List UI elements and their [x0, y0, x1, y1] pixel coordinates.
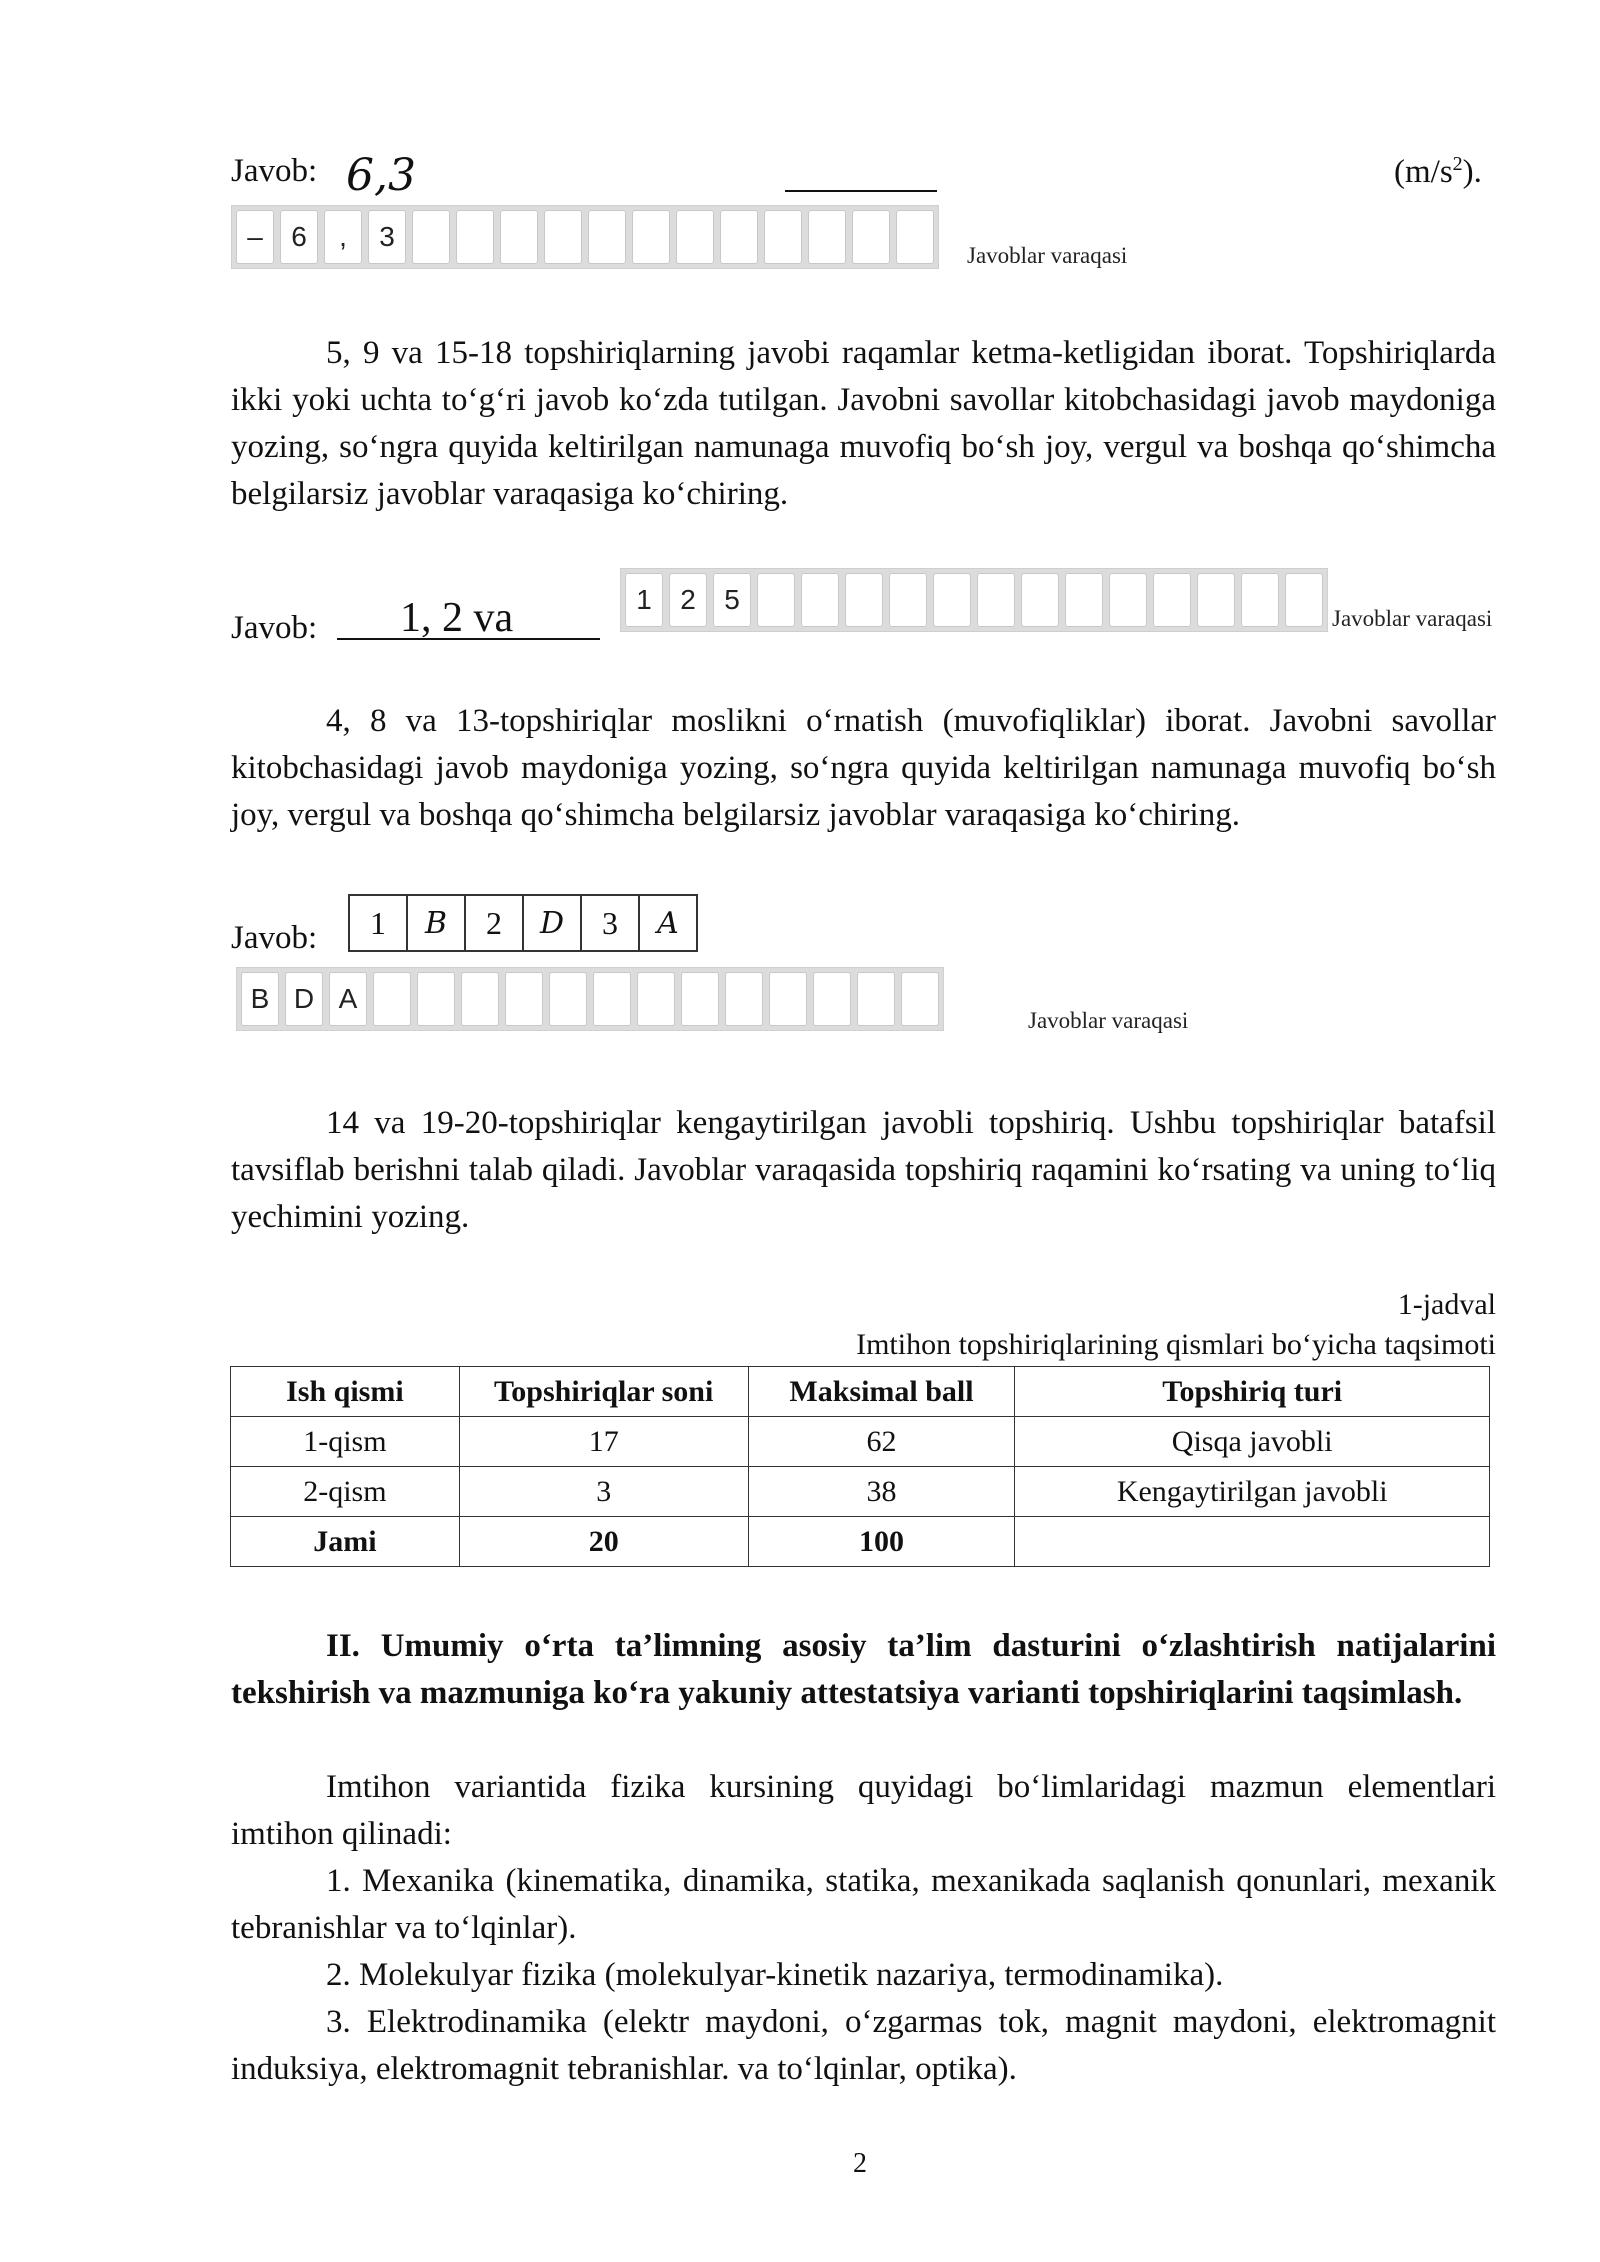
answer-cell	[1197, 573, 1235, 627]
answer-cell	[417, 972, 455, 1026]
answer-cell	[637, 972, 675, 1026]
answer-cell: A	[329, 972, 367, 1026]
table-cell: 38	[748, 1467, 1015, 1517]
section2-intro: Imtihon variantida fizika kursining quyidagi bo‘limlaridagi mazmun elementlari imtihon qilinadi:	[231, 1769, 1496, 1852]
instruction-paragraph-3: 14 va 19-20-topshiriqlar kengaytirilgan javobli topshiriq. Ushbu topshiriqlar batafsil tavsiflab berishni talab qiladi. Javoblar varaqasida topshiriq raqamini ko‘rsating va uning to‘liq yechimini yozing.	[231, 1105, 1496, 1235]
matching-letter-cell: A	[657, 905, 679, 941]
answer-cell	[720, 210, 758, 264]
table-cell: Jami	[231, 1517, 460, 1567]
answer1-sheet-caption: Javoblar varaqasi	[967, 243, 1128, 268]
answer-cell	[845, 573, 883, 627]
answer1-handwritten: 6,3	[346, 150, 416, 201]
answer-cell	[757, 573, 795, 627]
table-title: Imtihon topshiriqlarining qismlari bo‘yicha taqsimoti	[856, 1328, 1496, 1361]
answer2-sheet-caption: Javoblar varaqasi	[1332, 606, 1493, 631]
table-cell: Kengaytirilgan javobli	[1015, 1467, 1490, 1517]
matching-number-cell: 2	[466, 896, 524, 950]
answer-cell	[933, 573, 971, 627]
table-total-row	[231, 1517, 1490, 1567]
section2-item-1: 1. Mexanika (kinematika, dinamika, statika, mexanikada saqlanish qonunlari, mexanik tebranishlar va to‘lqinlar).	[231, 1863, 1496, 1946]
table-cell	[1015, 1517, 1490, 1567]
table-header-cell: Ish qismi	[231, 1367, 460, 1417]
answer2-sheet-cells	[620, 568, 1328, 632]
answer-cell	[1153, 573, 1191, 627]
answer3-matching-box	[348, 894, 698, 952]
answer-cell	[813, 972, 851, 1026]
answer-cell	[1241, 573, 1279, 627]
answer-cell	[977, 573, 1015, 627]
answer-cell: 2	[669, 573, 707, 627]
table-cell: 3	[459, 1467, 748, 1517]
answer-cell	[889, 573, 927, 627]
answer-cell	[549, 972, 587, 1026]
answer3-sheet-cells	[236, 967, 944, 1031]
answer3-sheet-caption: Javoblar varaqasi	[1028, 1008, 1189, 1033]
answer1-underline	[785, 190, 937, 192]
page-number: 2	[853, 2148, 867, 2179]
answer-cell	[1021, 573, 1059, 627]
answer-cell	[681, 972, 719, 1026]
section2-heading: II. Umumiy o‘rta ta’limning asosiy ta’lim dasturini o‘zlashtirish natijalarini tekshirish va mazmuniga ko‘ra yakuniy attestatsiya varianti topshiriqlarini taqsimlash.	[231, 1628, 1496, 1711]
answer1-label: Javob:	[231, 153, 318, 189]
matching-letter-cell: D	[524, 896, 582, 950]
answer-cell	[593, 972, 631, 1026]
answer-cell	[1065, 573, 1103, 627]
matching-number-cell: 3	[582, 896, 640, 950]
instruction-paragraph-1: 5, 9 va 15-18 topshiriqlarning javobi raqamlar ketma-ketligidan iborat. Topshiriqlarda ikki yoki uchta to‘g‘ri javob ko‘zda tutilgan. Javobni savollar kitobchasidagi javob maydoniga yozing, so‘ngra quyida keltirilgan namunaga muvofiq bo‘sh joy, vergul va boshqa qo‘shimcha belgilarsiz javoblar varaqasiga ko‘chiring.	[231, 335, 1496, 512]
answer-cell	[544, 210, 582, 264]
table-header-cell: Maksimal ball	[748, 1367, 1015, 1417]
table-cell: 20	[459, 1517, 748, 1567]
answer-cell	[808, 210, 846, 264]
answer-cell: D	[285, 972, 323, 1026]
answer-cell	[725, 972, 763, 1026]
table-header-row	[231, 1367, 1490, 1417]
answer2-handwritten: 1, 2 va	[400, 595, 514, 641]
answer-cell	[588, 210, 626, 264]
table-header-cell: Topshiriq turi	[1015, 1367, 1490, 1417]
matching-letter-cell: B	[408, 896, 466, 950]
answer-cell	[896, 210, 934, 264]
table-cell: 62	[748, 1417, 1015, 1467]
answer-cell: 6	[280, 210, 318, 264]
answer-cell	[676, 210, 714, 264]
answer-cell	[1109, 573, 1147, 627]
answer-cell: 5	[713, 573, 751, 627]
answer1-unit: $(m/s^2)$.	[1394, 153, 1482, 190]
answer-cell	[461, 972, 499, 1026]
answer3-label: Javob:	[231, 920, 318, 956]
answer-cell	[801, 573, 839, 627]
answer-cell: B	[241, 972, 279, 1026]
answer-cell	[764, 210, 802, 264]
answer-cell	[632, 210, 670, 264]
answer-cell	[769, 972, 807, 1026]
matching-number-cell: 1	[350, 896, 408, 950]
answer-cell	[505, 972, 543, 1026]
table-row	[231, 1467, 1490, 1517]
answer-cell	[456, 210, 494, 264]
table-header-cell: Topshiriqlar soni	[459, 1367, 748, 1417]
table-cell: 1-qism	[231, 1417, 460, 1467]
answer-cell	[412, 210, 450, 264]
table-number: 1-jadval	[1397, 1288, 1496, 1321]
answer-cell: 1	[625, 573, 663, 627]
answer2-label: Javob:	[231, 610, 318, 646]
section2-item-3: 3. Elektrodinamika (elektr maydoni, o‘zgarmas tok, magnit maydoni, elektromagnit induksiya, elektromagnit tebranishlar. va to‘lqinlar, optika).	[231, 2004, 1496, 2087]
answer-cell	[1285, 573, 1323, 627]
table-row	[231, 1417, 1490, 1467]
answer1-sheet-cells	[231, 205, 939, 269]
answer-cell	[852, 210, 890, 264]
instruction-paragraph-2: 4, 8 va 13-topshiriqlar moslikni o‘rnatish (muvofiqliklar) iborat. Javobni savollar kitobchasidagi javob maydoniga yozing, so‘ngra quyida keltirilgan namunaga muvofiq bo‘sh joy, vergul va boshqa qo‘shimcha belgilarsiz javoblar varaqasiga ko‘chiring.	[231, 703, 1496, 833]
answer-cell	[901, 972, 939, 1026]
table-cell: Qisqa javobli	[1015, 1417, 1490, 1467]
answer-cell	[500, 210, 538, 264]
answer-cell	[857, 972, 895, 1026]
table-cell: 17	[459, 1417, 748, 1467]
distribution-table	[230, 1366, 1490, 1567]
answer-cell: 3	[368, 210, 406, 264]
table-cell: 2-qism	[231, 1467, 460, 1517]
answer-cell	[373, 972, 411, 1026]
answer-cell: ,	[324, 210, 362, 264]
answer-cell: –	[236, 210, 274, 264]
section2-item-2: 2. Molekulyar fizika (molekulyar-kinetik nazariya, termodinamika).	[326, 1957, 1224, 1993]
table-cell: 100	[748, 1517, 1015, 1567]
